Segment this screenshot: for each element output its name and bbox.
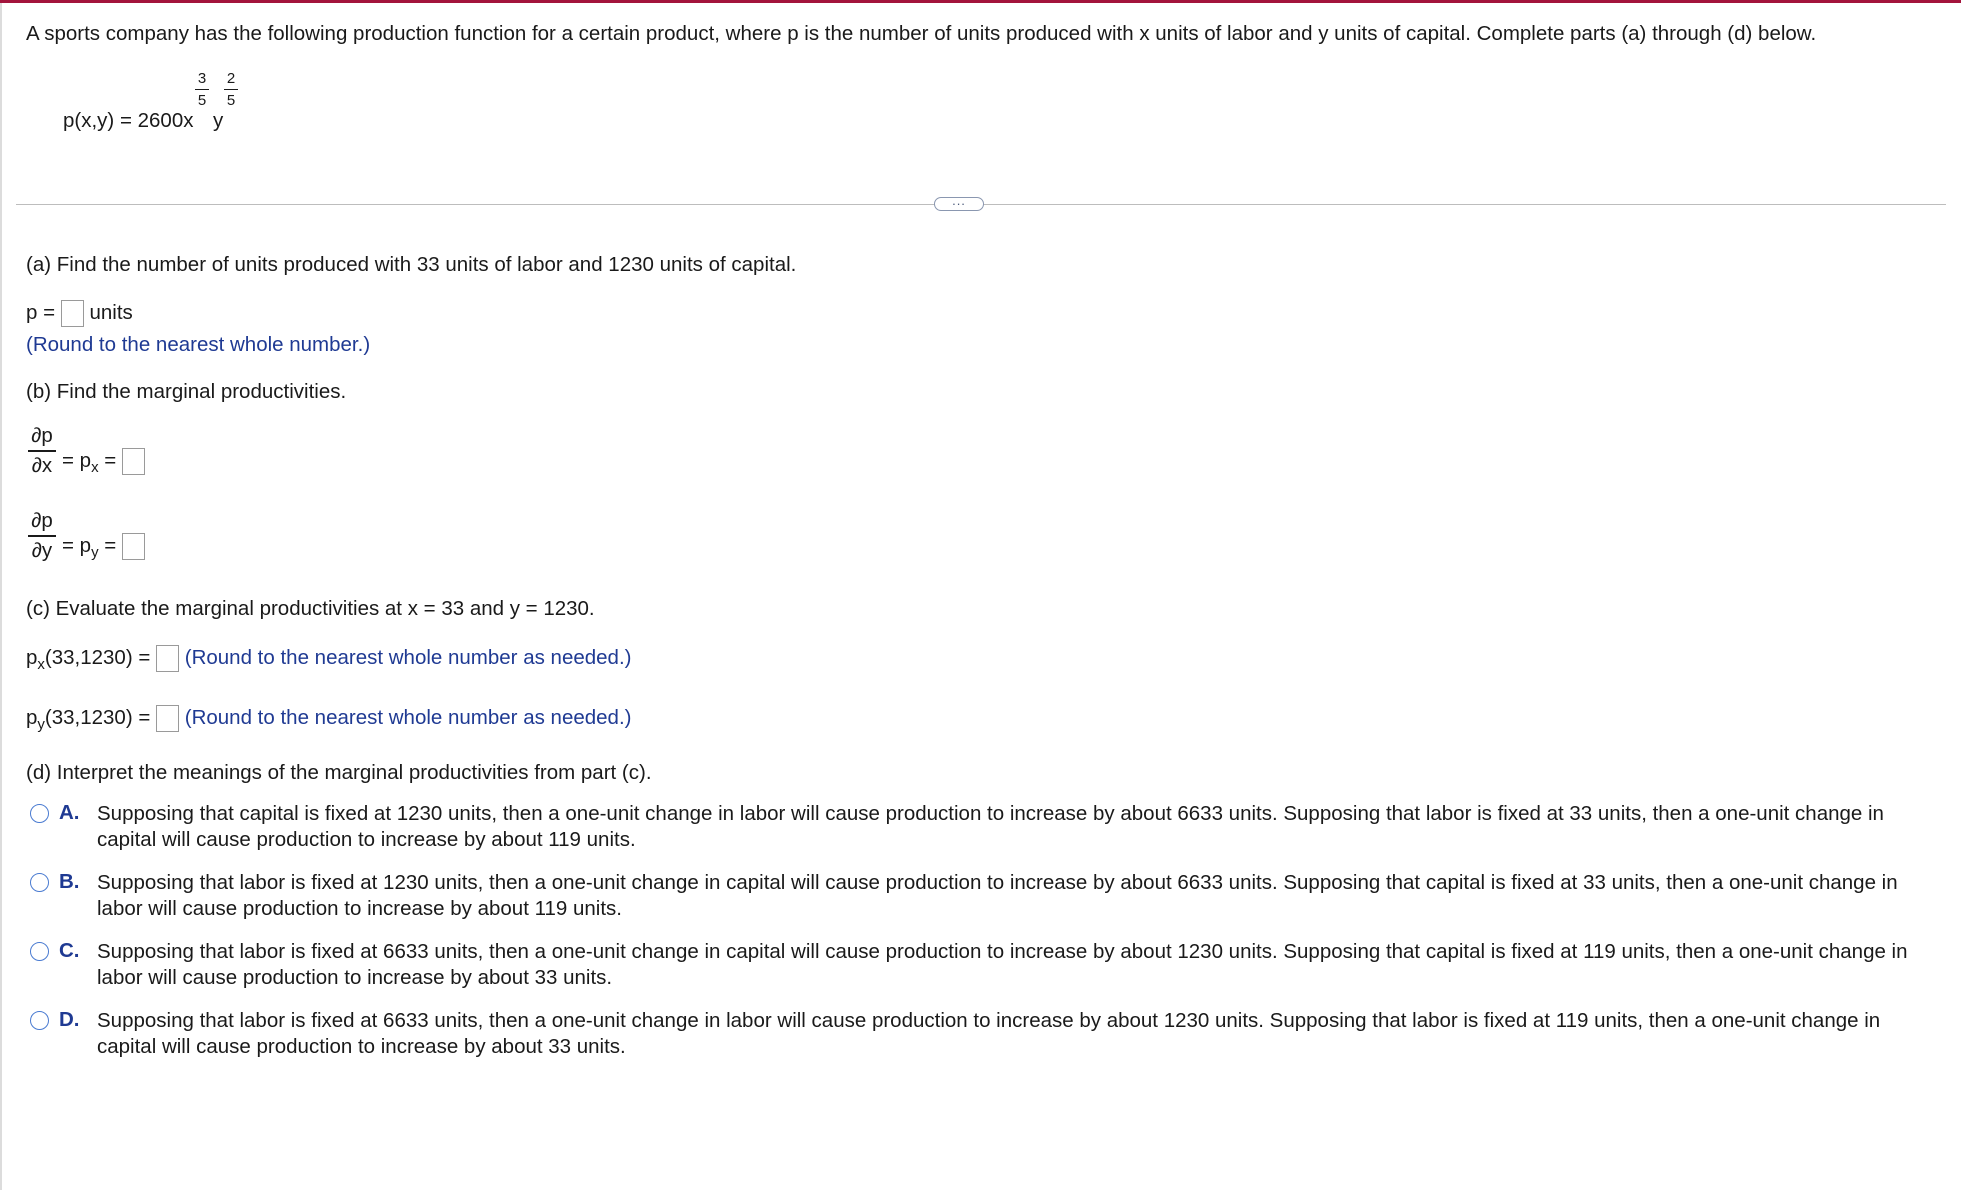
- part-a-hint: (Round to the nearest whole number.): [26, 333, 371, 356]
- part-b-question: (b) Find the marginal productivities.: [26, 380, 347, 403]
- option-b-letter: B.: [59, 870, 80, 893]
- option-c-text: Supposing that labor is fixed at 6633 units, then a one-unit change in capital will cause production to increase by about 1230 units. Supposing that capital is fixed at 119 units, then a one-unit change in labor will cause production to increase by about 33 units.: [97, 940, 1908, 989]
- part-d-question: (d) Interpret the meanings of the marginal productivities from part (c).: [26, 761, 652, 784]
- py-answer-input[interactable]: [122, 533, 145, 560]
- top-accent-bar: [0, 0, 1961, 3]
- dp-numerator-2: ∂p: [31, 509, 53, 532]
- part-a-answer-row: [26, 300, 133, 327]
- px-answer-input[interactable]: [122, 448, 145, 475]
- p-answer-input[interactable]: [61, 300, 84, 327]
- dp-dy-fraction: [28, 509, 56, 563]
- option-b-radio[interactable]: [30, 873, 49, 892]
- px-subscript: x: [91, 459, 99, 477]
- option-d-radio[interactable]: [30, 1011, 49, 1030]
- px-eq-label: = p: [62, 448, 92, 472]
- dx-denominator: ∂x: [31, 453, 53, 477]
- option-d[interactable]: [30, 1008, 1930, 1064]
- option-a-text: Supposing that capital is fixed at 1230 units, then a one-unit change in labor will cause production to increase by about 6633 units. Supposing that labor is fixed at 33 units, then a one-unit change in capital will cause production to increase by about 119 units.: [97, 802, 1884, 851]
- function-lhs: p(x,y) = 2600x: [63, 109, 194, 132]
- option-c-radio[interactable]: [30, 942, 49, 961]
- part-c-question: (c) Evaluate the marginal productivities at x = 33 and y = 1230.: [26, 597, 595, 620]
- y-exponent: [224, 70, 238, 109]
- px-eval-input[interactable]: [156, 645, 179, 672]
- py-eval-hint: (Round to the nearest whole number as needed.): [184, 705, 632, 729]
- p-label: p =: [26, 300, 56, 324]
- option-c[interactable]: [30, 939, 1930, 995]
- option-c-letter: C.: [59, 939, 80, 962]
- px-eval-p: p: [26, 645, 38, 669]
- option-d-text: Supposing that labor is fixed at 6633 units, then a one-unit change in labor will cause production to increase by about 1230 units. Supposing that labor is fixed at 119 units, then a one-unit change in capital will cause production to increase by about 33 units.: [97, 1009, 1881, 1058]
- py-row: [62, 533, 145, 561]
- py-equals: =: [104, 533, 117, 557]
- option-b-text: Supposing that labor is fixed at 1230 units, then a one-unit change in capital will cause production to increase by about 6633 units. Supposing that capital is fixed at 33 units, then a one-unit change in labor will cause production to increase by about 119 units.: [97, 871, 1898, 920]
- option-a-letter: A.: [59, 801, 80, 824]
- option-d-letter: D.: [59, 1008, 80, 1031]
- y-exp-den: 5: [226, 92, 236, 109]
- x-exp-num: 3: [197, 70, 207, 87]
- px-eval-row: [26, 645, 631, 673]
- py-eval-row: [26, 705, 631, 733]
- px-eval-sub: x: [37, 656, 45, 674]
- option-b[interactable]: [30, 870, 1930, 926]
- px-row: [62, 448, 145, 476]
- py-eval-args: (33,1230) =: [44, 705, 151, 729]
- option-a-radio[interactable]: [30, 804, 49, 823]
- dy-denominator: ∂y: [31, 538, 53, 562]
- units-label: units: [89, 300, 133, 324]
- py-eval-p: p: [26, 705, 38, 729]
- y-exp-num: 2: [226, 70, 236, 87]
- px-equals: =: [104, 448, 117, 472]
- x-exp-den: 5: [197, 92, 207, 109]
- problem-intro: A sports company has the following production function for a certain product, where p is the number of units produced with x units of labor and y units of capital. Complete parts (a) through (d) below.: [26, 22, 1817, 45]
- px-eval-args: (33,1230) =: [44, 645, 151, 669]
- part-a-question: (a) Find the number of units produced with 33 units of labor and 1230 units of capital.: [26, 253, 797, 276]
- py-eval-input[interactable]: [156, 705, 179, 732]
- function-y-var: y: [213, 109, 224, 132]
- py-eq-label: = p: [62, 533, 92, 557]
- px-eval-hint: (Round to the nearest whole number as needed.): [184, 645, 632, 669]
- py-subscript: y: [91, 544, 99, 562]
- dp-dx-fraction: [28, 424, 56, 478]
- x-exponent: [195, 70, 209, 109]
- py-eval-sub: y: [37, 716, 45, 734]
- dp-numerator: ∂p: [31, 424, 53, 447]
- expand-more-button[interactable]: ...: [934, 197, 984, 211]
- option-a[interactable]: [30, 801, 1930, 857]
- left-border: [0, 3, 2, 1190]
